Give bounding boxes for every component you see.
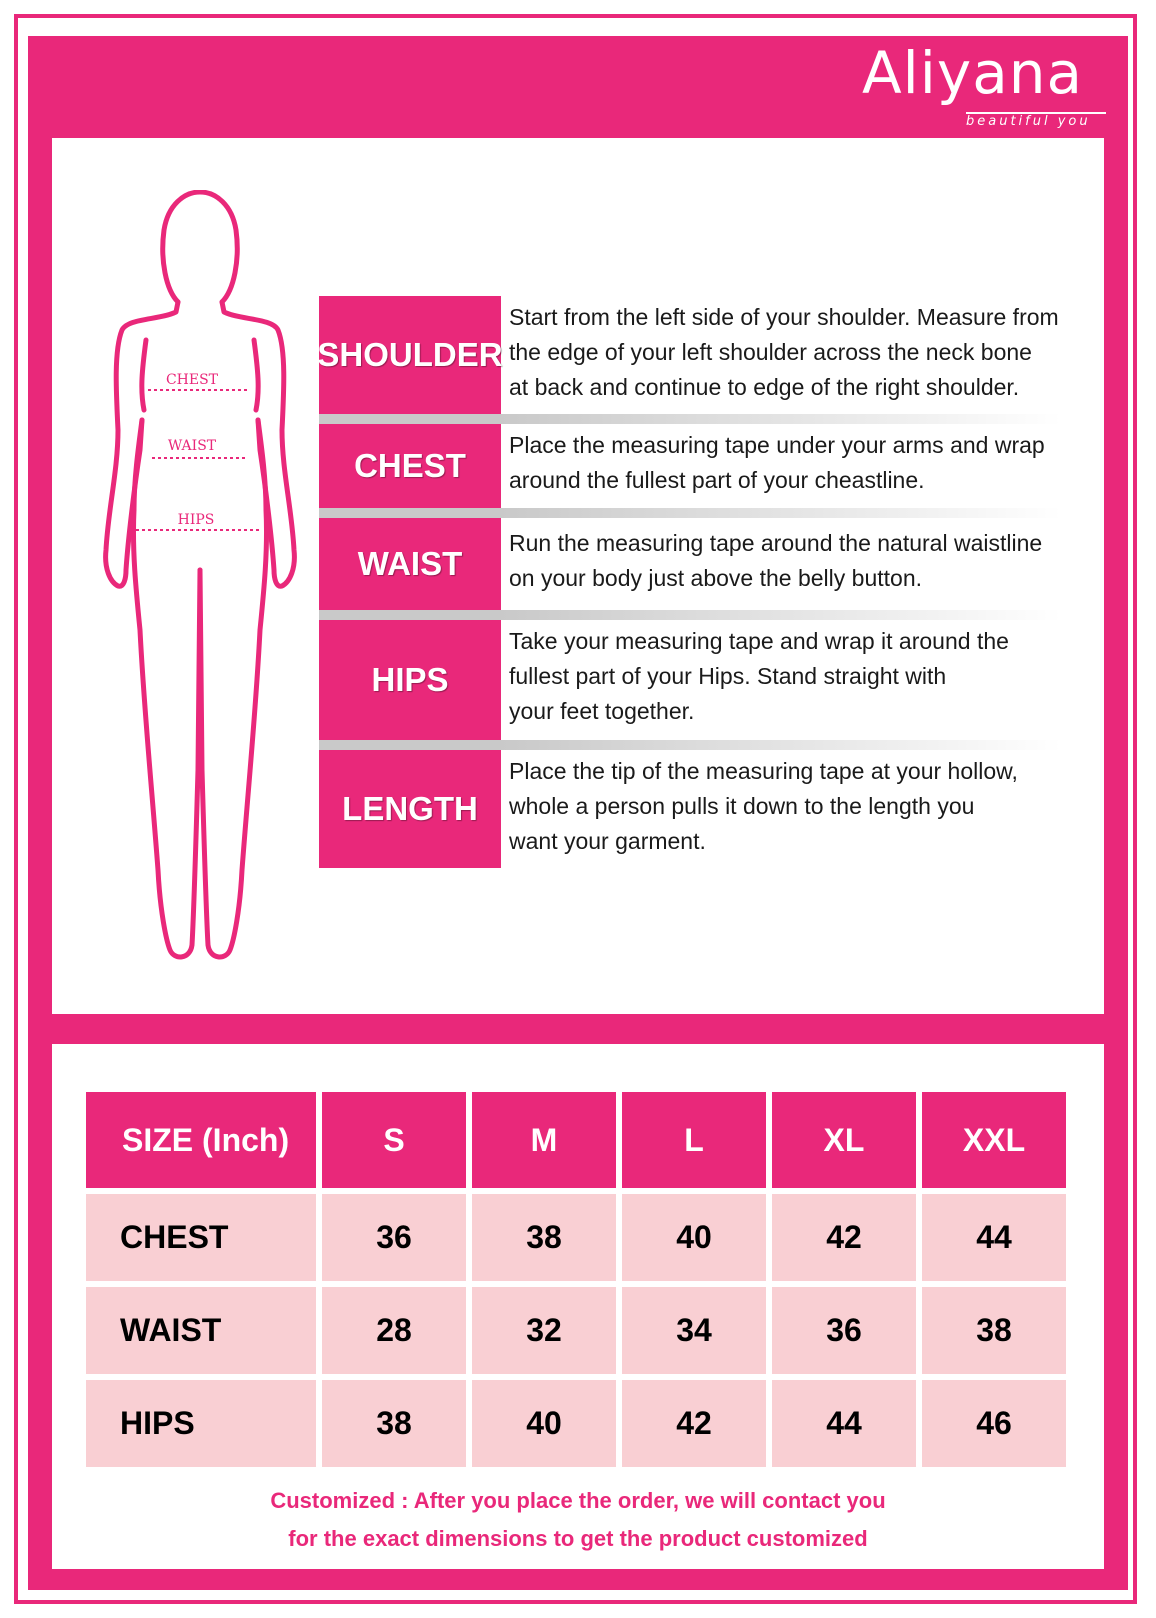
measure-label: CHEST [319, 424, 501, 508]
measure-row-waist [319, 518, 1079, 610]
measure-description: Place the measuring tape under your arms and wrap around the fullest part of your cheastline. [509, 432, 1045, 493]
measure-description: Start from the left side of your shoulder. Measure from the edge of your left shoulder across the neck bone at back and continue to edge of the right shoulder. [509, 304, 1059, 400]
size-header-row [86, 1092, 1066, 1188]
row-divider [319, 610, 501, 620]
measure-row-chest [319, 424, 1079, 508]
row-divider [319, 508, 501, 518]
row-divider [501, 610, 1061, 620]
measure-description: Take your measuring tape and wrap it around the fullest part of your Hips. Stand straight with your feet together. [509, 628, 1009, 724]
size-value: 36 [772, 1287, 916, 1374]
brand-tagline: beautiful you [966, 114, 1091, 129]
size-value: 28 [322, 1287, 466, 1374]
row-divider [501, 508, 1061, 518]
size-header-cell: XL [772, 1092, 916, 1188]
row-divider [319, 414, 501, 424]
brand-name: Aliyana [862, 39, 1084, 107]
measure-description: Place the tip of the measuring tape at your hollow, whole a person pulls it down to the length you want your garment. [509, 758, 1018, 854]
size-value: 42 [772, 1194, 916, 1281]
row-divider [319, 740, 501, 750]
size-header-cell: XXL [922, 1092, 1066, 1188]
size-value: 46 [922, 1380, 1066, 1467]
measure-row-shoulder [319, 296, 1079, 414]
size-header-cell: SIZE (Inch) [86, 1092, 316, 1188]
size-chart-table [80, 1086, 1072, 1473]
size-value: 40 [622, 1194, 766, 1281]
row-label: WAIST [86, 1287, 316, 1374]
figure-label-hips: HIPS [177, 512, 215, 528]
measure-row-hips [319, 620, 1079, 740]
body-figure-illustration [100, 190, 300, 980]
measure-label: HIPS [319, 620, 501, 740]
row-divider [501, 740, 1061, 750]
size-header-cell: S [322, 1092, 466, 1188]
size-value: 32 [472, 1287, 616, 1374]
measure-label: WAIST [319, 518, 501, 610]
measure-row-length [319, 750, 1079, 868]
measure-label: LENGTH [319, 750, 501, 868]
size-value: 36 [322, 1194, 466, 1281]
row-divider [501, 414, 1061, 424]
size-value: 40 [472, 1380, 616, 1467]
measure-label: SHOULDER [319, 296, 501, 414]
size-row-chest [86, 1194, 1066, 1281]
size-value: 34 [622, 1287, 766, 1374]
customization-note-line2: for the exact dimensions to get the product customized [288, 1526, 868, 1551]
size-value: 38 [322, 1380, 466, 1467]
customization-note-line1: Customized : After you place the order, we will contact you [270, 1488, 886, 1513]
size-row-hips [86, 1380, 1066, 1467]
size-header-cell: L [622, 1092, 766, 1188]
row-label: HIPS [86, 1380, 316, 1467]
size-value: 38 [472, 1194, 616, 1281]
row-label: CHEST [86, 1194, 316, 1281]
size-value: 38 [922, 1287, 1066, 1374]
figure-label-chest: CHEST [165, 372, 219, 388]
size-value: 42 [622, 1380, 766, 1467]
size-header-cell: M [472, 1092, 616, 1188]
size-value: 44 [772, 1380, 916, 1467]
size-row-waist [86, 1287, 1066, 1374]
brand-logo [862, 39, 1112, 134]
figure-label-waist: WAIST [167, 438, 217, 454]
size-value: 44 [922, 1194, 1066, 1281]
measure-description: Run the measuring tape around the natural waistline on your body just above the belly button. [509, 530, 1043, 591]
